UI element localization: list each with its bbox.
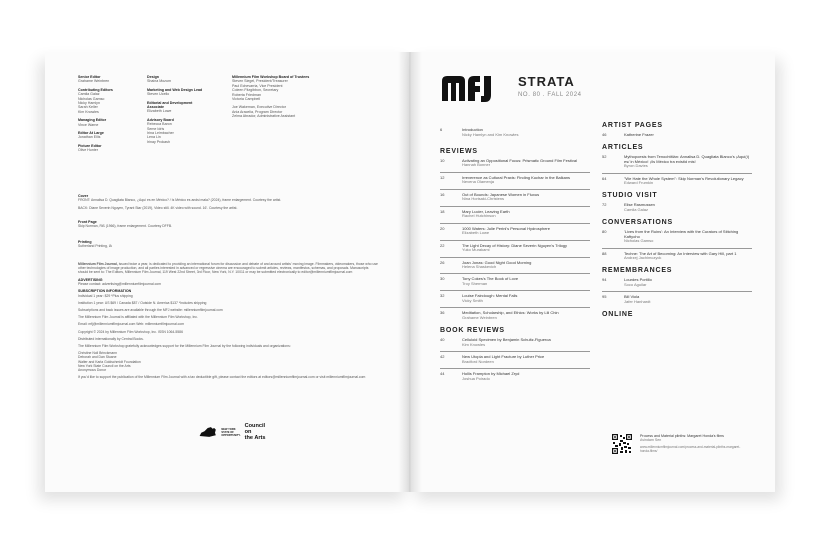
toc-entry-title: Bill Viola	[624, 294, 640, 300]
remembrances-list	[602, 278, 752, 305]
council-line1: Council on	[244, 423, 266, 435]
toc-entry-text	[462, 372, 519, 382]
section-heading-remembrances: REMEMBRANCES	[602, 267, 673, 275]
toc-entry-text	[462, 294, 517, 304]
toc-page-number: 44	[440, 371, 445, 377]
toc-divider	[440, 307, 590, 308]
toc-entry-title: Lourdes Portillo	[624, 277, 652, 283]
toc-entry-title: Katherine Frazer	[624, 132, 654, 137]
distribution-line: Distributed internationally by Central Books.	[78, 336, 144, 341]
toc-entry[interactable]	[440, 355, 590, 365]
supporters-list	[78, 351, 198, 372]
book-reviews-list	[440, 338, 590, 382]
toc-entry[interactable]	[602, 177, 752, 187]
individual-rate: Individual 1 year: $29 *Plus shipping	[78, 293, 133, 298]
toc-entry-author: Helena Shaskevich	[462, 264, 497, 270]
toc-entry[interactable]	[440, 176, 590, 186]
toc-page-number: 40	[440, 337, 445, 343]
issue-number: NO. 80 . FALL 2024	[518, 92, 582, 98]
toc-entry-text	[462, 210, 510, 220]
toc-entry-author: Elizabeth Lowe	[462, 230, 490, 236]
articles-list	[602, 155, 752, 186]
online-feature[interactable]	[640, 434, 750, 453]
toc-page-number: 72	[602, 202, 607, 208]
toc-entry-author: Kim Knowles	[462, 341, 486, 347]
toc-entry-author: Troy Sherman	[462, 281, 488, 287]
masthead-group	[232, 105, 342, 118]
toc-entry[interactable]	[602, 230, 752, 244]
toc-entry-title: The Light Decay of History: Diane Severin Nguyen's Trilogy	[462, 242, 568, 248]
about-paragraph	[78, 262, 378, 275]
toc-entry-text	[462, 261, 531, 271]
toc-divider	[440, 172, 590, 173]
masthead-name: Victoria Campbell	[232, 97, 261, 102]
advertising-text: Please contact: advertising@millenniumfilmjournal.com	[78, 282, 161, 287]
toc-entry-author: Camila Galaz	[624, 206, 649, 212]
printing-heading: Printing	[78, 240, 92, 244]
institution-rate: Institution 1 year: US $69 / Canada $87 / Outside N. America $137 *Includes shipping	[78, 300, 207, 305]
section-heading-studio-visit: STUDIO VISIT	[602, 192, 658, 200]
printing-text: Sutherland Printing, IA	[78, 244, 112, 249]
nysca-line1: NEW YORK	[221, 427, 236, 431]
nysca-line3: OPPORTUNITY.	[221, 433, 241, 437]
toc-page-number: 26	[440, 259, 445, 265]
toc-entry-text	[462, 338, 551, 348]
toc-page-number: 36	[440, 310, 445, 316]
nysca-council-text	[245, 423, 268, 441]
cover-back-credit: BACK: Diane Severin Nguyen, Tyrant Star (2019), Video still. 4K video with sound. 16'. Courtesy the artist.	[78, 205, 238, 210]
toc-divider	[440, 223, 590, 224]
masthead-name: Lena Lin	[147, 135, 161, 140]
issue-theme-title: STRATA	[518, 74, 575, 89]
toc-entry-text	[624, 203, 655, 213]
toc-entry-author: Nicky Hamlyn and Kim Knowles	[462, 131, 519, 137]
toc-divider	[440, 257, 590, 258]
masthead-group	[232, 75, 342, 101]
toc-entry[interactable]	[602, 252, 752, 262]
toc-right-column	[602, 122, 752, 322]
masthead-name: Irina Leimbacher	[147, 131, 174, 136]
masthead-role-title: Picture Editor	[78, 143, 102, 148]
nysca-state-text	[221, 428, 240, 437]
toc-entry[interactable]	[440, 277, 590, 287]
about-title: Millennium Film Journal,	[78, 262, 118, 266]
toc-entry-author: Nina Horisaki-Christens	[462, 196, 505, 202]
masthead-name: Paul Echevarria, Vice President	[232, 83, 283, 88]
toc-entry-author: Byron Davies	[624, 163, 648, 169]
toc-entry-author: Yuko Murakami	[462, 247, 490, 253]
masthead-group	[78, 75, 140, 84]
subscription-note: Subscriptions and back issues are available through the MFJ website: millenniumfilmjournal.com	[78, 308, 223, 313]
masthead-name: Grahame Weinbren	[78, 79, 110, 84]
toc-entry[interactable]	[602, 278, 752, 288]
toc-entry-author: Grahame Weinbren	[462, 315, 497, 321]
toc-page-number: 6	[440, 127, 443, 132]
masthead-role-title: Senior Editor	[78, 75, 101, 79]
toc-entry-author: Rachel Hutchinson	[462, 213, 496, 219]
masthead-column-design	[147, 75, 209, 148]
masthead-role-title: Managing Editor	[78, 118, 107, 123]
masthead-role-title: Contributing Editors	[78, 87, 113, 92]
toc-page-number: 10	[440, 157, 445, 163]
toc-entry-text	[624, 278, 652, 288]
masthead-group	[147, 75, 209, 84]
cover-front-credit: FRONT: Annalisa D. Quagliata Blanco, ¿Aquí es en México? / Is México es andsi mala? (2024), frame enlargement. Courtesy the artist.	[78, 198, 282, 203]
section-heading-conversations: CONVERSATIONS	[602, 218, 673, 226]
toc-page-number: 94	[602, 277, 607, 283]
toc-entry-title: Irreverence as Cultural Praxis: Finding Kuchar in the Balkans	[462, 174, 571, 180]
masthead-name: Elizabeth Lowe	[147, 109, 172, 114]
masthead-name: Kim Knowles	[78, 109, 99, 114]
toc-entry-author: Nicholas Gamso	[624, 238, 654, 244]
toc-divider	[440, 368, 590, 369]
new-york-state-icon	[198, 425, 217, 439]
toc-divider	[440, 206, 590, 207]
toc-entry-title: Meditation, Scholarship, and Ethics: Works by Lili Chin	[462, 310, 559, 316]
toc-entry[interactable]	[440, 159, 590, 169]
section-heading-online: ONLINE	[602, 310, 634, 318]
masthead-role-title: Design	[147, 75, 159, 79]
masthead-name: Nicky Hamlyn	[78, 101, 100, 106]
support-note: The Millennium Film Workshop gratefully acknowledges support for the Millennium Film Journal by the following individuals and organizations:	[78, 344, 291, 349]
toc-entry-text	[624, 155, 752, 169]
toc-entry[interactable]	[440, 227, 590, 237]
masthead-name: Rebecca Baron	[147, 122, 172, 127]
masthead-name: Shaina Mozum	[147, 79, 171, 84]
toc-entry-title: Activating an Oppositional Focus: Prismatic Ground Film Festival	[462, 157, 577, 163]
toc-entry-title: Elise Rasmussen	[624, 202, 655, 208]
toc-entry[interactable]	[440, 210, 590, 220]
online-title: Process and Material plinths: Margaret Honda's films	[640, 434, 724, 438]
donation-note: If you'd like to support the publication of the Millennium Film Journal with a tax deductible gift, please contact the editors at editors@millenniumfilmjournal.com or visit millenniumfilmjournal.com	[78, 375, 366, 380]
nysca-logo	[198, 422, 268, 442]
toc-entry[interactable]	[440, 244, 590, 254]
toc-entry-text	[624, 295, 650, 305]
spine-gutter	[398, 52, 422, 492]
toc-entry-introduction[interactable]	[440, 128, 590, 138]
about-text: issued twice a year, is dedicated to providing an international forum for discussion and debate of and around artists' moving image. Filmmakers, videomakers, those who use other technologies of image production, and all parties interested in advanced or regressive cinema are encouraged to submit articles, reviews, manifestos, schemas, and proposals. Manuscripts should be sent to: The Editors, Millennium Film Journal, 119 West 22nd Street, 3rd Floor, New York, N.Y. 10011 or may be submitted electronically to editor@millenniumfilmjournal.com	[78, 262, 378, 275]
toc-entry-title: Tony Cokes's The Book of Love	[462, 276, 519, 282]
toc-entry-author: Edward Frumkin	[624, 180, 654, 186]
toc-entry-title: 1000 Waters: Julie Perini's Personal Hydrosphere	[462, 225, 550, 231]
toc-entry-title: "We Hate the Whole System": Skip Norman's Revolutionary Legacy	[624, 175, 744, 181]
front-page-credit: Skip Norman, Riß (1966), frame enlargement. Courtesy DFFB.	[78, 224, 173, 229]
section-heading-reviews: REVIEWS	[440, 147, 478, 155]
artist-pages-list	[602, 133, 752, 138]
supporter-name: New York State Council on the Arts	[78, 363, 131, 368]
masthead-name: Nicholas Gamso	[78, 96, 105, 101]
masthead-name: Coleen Fitzgibbon, Secretary	[232, 88, 279, 93]
toc-entry-author: Nevena Olamenja	[462, 179, 495, 185]
about-journal	[78, 262, 378, 382]
toc-entry[interactable]	[602, 203, 752, 213]
masthead-group	[78, 144, 140, 153]
qr-code-icon[interactable]	[612, 434, 632, 454]
front-page-credits	[78, 220, 378, 232]
toc-page-number: 46	[602, 132, 607, 137]
masthead-group	[78, 118, 140, 127]
toc-entry-text	[624, 177, 744, 187]
affiliation-note: The Millennium Film Journal is affiliated with the Millennium Film Workshop, Inc.	[78, 315, 198, 320]
toc-entry[interactable]	[440, 311, 590, 321]
toc-entry-text	[624, 133, 654, 138]
masthead-name: Vince Warne	[78, 122, 99, 127]
online-url-link[interactable]: www.millenniumfilmjournal.com/process-and-material-plinths-margaret-honda-films/	[640, 444, 741, 453]
toc-entry-title: Hollis Frampton by Michael Zryd	[462, 371, 520, 377]
mfj-logo-icon	[440, 73, 504, 103]
masthead-name: Steven Siegel, President/Treasurer	[232, 79, 288, 84]
toc-page-number: 16	[440, 191, 445, 197]
cover-heading: Cover	[78, 194, 89, 198]
toc-entry-title: Out of Bounds: Japanese Women in Fluxus	[462, 191, 540, 197]
toc-entry-title: Mythopoesis from Tenochtitlán: Annalisa D. Quagliata Blanco's ¡Aquí(í) es/ in México! ¡/Is México tra existid mis!	[624, 153, 750, 164]
online-author: Avindam Sen	[640, 438, 662, 443]
contact-emails: Email: mfj@millenniumfilmjournal.com Web: millenniumfilmjournal.com	[78, 322, 185, 327]
toc-entry-title: New Utopia and Light Fracture by Luther Price	[462, 354, 545, 360]
copyright-line: Copyright © 2024 by Millennium Film Workshop, Inc. ISSN 1064-5586	[78, 329, 183, 334]
toc-entry-text	[462, 227, 550, 237]
printing-credits	[78, 240, 378, 252]
toc-entry-author: Andrzej Jachimczyck	[624, 255, 662, 261]
masthead-name: Ania Aracelia, Program Director	[232, 109, 283, 114]
toc-entry-author: Jafer Hanhardt	[624, 298, 651, 304]
toc-page-number: 30	[440, 276, 445, 282]
masthead-group	[147, 88, 209, 97]
studio-visit-list	[602, 203, 752, 213]
toc-entry-author: Joshua Poirado	[462, 375, 490, 381]
toc-entry[interactable]	[440, 372, 590, 382]
toc-entry-title: Louise Fairclough: Mental Falls	[462, 293, 518, 299]
toc-page-number: 12	[440, 174, 445, 180]
toc-left-column	[440, 128, 590, 385]
masthead-role-title: Editorial and Development Associate	[147, 100, 193, 110]
reviews-list	[440, 159, 590, 321]
toc-page-number: 20	[440, 225, 445, 231]
toc-page-number: 42	[440, 354, 445, 360]
supporter-name: Deborah and Dan Stuane	[78, 355, 117, 360]
toc-entry-author: Bradford Nordeen	[462, 358, 494, 364]
masthead-role-title: Advisory Board	[147, 117, 174, 122]
toc-entry-text	[462, 311, 559, 321]
nysca-line2: STATE OF	[221, 430, 234, 434]
toc-entry[interactable]	[602, 295, 752, 305]
toc-entry[interactable]	[440, 261, 590, 271]
toc-page-number: 32	[440, 293, 445, 299]
masthead-group	[78, 131, 140, 140]
masthead-column-trustees	[232, 75, 342, 123]
front-page-heading: Front Page	[78, 220, 97, 224]
masthead-name: Joe Wakeman, Executive Director	[232, 105, 286, 110]
toc-entry-title: Joan Jonas: Good Night Good Morning	[462, 259, 532, 265]
subscription-heading: SUBSCRIPTION INFORMATION	[78, 289, 132, 294]
masthead-name: Roberta Friedman	[232, 92, 261, 97]
toc-entry-text	[462, 193, 539, 203]
toc-divider	[440, 351, 590, 352]
masthead-group	[147, 101, 209, 114]
masthead-role-title: Millennium Film Workshop Board of Trustees	[232, 75, 310, 79]
masthead-role-title: Editor At Large	[78, 131, 104, 136]
masthead-group	[78, 88, 140, 114]
toc-entry-title: Celluloid Specimen by Benjamin Schultz-Figueroa	[462, 337, 551, 343]
toc-divider	[602, 248, 752, 249]
toc-page-number: 64	[602, 175, 607, 181]
toc-page-number: 18	[440, 208, 445, 214]
masthead-name: Jonathan Ellis	[78, 135, 101, 140]
toc-entry-text	[462, 176, 570, 186]
toc-entry[interactable]	[440, 338, 590, 348]
masthead-group	[147, 118, 209, 144]
toc-entry-author: Vicky Smith	[462, 298, 483, 304]
toc-page-number: 95	[602, 294, 607, 300]
toc-entry-text	[462, 277, 518, 287]
toc-entry-text	[624, 252, 736, 262]
toc-entry[interactable]	[440, 294, 590, 304]
toc-divider	[440, 240, 590, 241]
toc-divider	[440, 290, 590, 291]
council-line2: the Arts	[244, 435, 266, 441]
supporter-name: Anonymous Donor	[78, 368, 107, 373]
conversations-list	[602, 230, 752, 261]
toc-entry-title: Techne: The Art of Becoming: An Interview with Gary Hill, part 1	[624, 250, 737, 256]
toc-page-number: 80	[602, 228, 607, 234]
masthead-name: Olive Hunter	[78, 148, 98, 153]
masthead-name: Steven Ucello	[147, 92, 170, 97]
toc-entry[interactable]	[602, 133, 752, 138]
masthead-name: Zelma Abrador, Administrative Assistant	[232, 114, 296, 119]
toc-entry-title: Introduction	[462, 127, 483, 132]
toc-entry-author: Soco Aguilar	[624, 281, 647, 287]
toc-entry-title: Mary Lucier, Leaving Earth	[462, 208, 510, 214]
toc-entry[interactable]	[602, 155, 752, 169]
masthead-name: Sarah Keller	[78, 105, 98, 110]
advertising-heading: ADVERTISING	[78, 277, 103, 282]
toc-entry-text	[462, 128, 518, 138]
section-heading-book-reviews: BOOK REVIEWS	[440, 327, 505, 335]
toc-entry-text	[462, 244, 567, 254]
toc-entry-text	[462, 355, 544, 365]
toc-entry-title: 'Lives from the Ruins': An Interview with the Curators of Stitching Kaftyoho	[624, 228, 739, 239]
section-heading-artist-pages: ARTIST PAGES	[602, 122, 663, 129]
toc-entry-author: Hannah Bonner	[462, 162, 491, 168]
masthead-name: Irinay Prokash	[147, 139, 170, 144]
toc-divider	[602, 291, 752, 292]
masthead-name: Camila Galaz	[78, 92, 100, 97]
masthead-column-editors	[78, 75, 140, 157]
cover-credits	[78, 194, 378, 213]
masthead-role-title: Marketing and Web Design Lead	[147, 87, 203, 92]
supporter-name: Walter and Karla Goldschmidt Foundation	[78, 359, 141, 364]
toc-page-number: 22	[440, 242, 445, 248]
section-heading-articles: ARTICLES	[602, 143, 644, 151]
toc-entry-text	[624, 230, 752, 244]
supporter-name: Christine Noll Brinckmann	[78, 351, 118, 356]
toc-divider	[440, 273, 590, 274]
toc-divider	[440, 189, 590, 190]
toc-entry[interactable]	[440, 193, 590, 203]
toc-page-number: 52	[602, 153, 607, 159]
masthead-name: Seme Idris	[147, 126, 165, 131]
toc-divider	[602, 173, 752, 174]
toc-entry-text	[462, 159, 577, 169]
toc-page-number: 88	[602, 250, 607, 256]
